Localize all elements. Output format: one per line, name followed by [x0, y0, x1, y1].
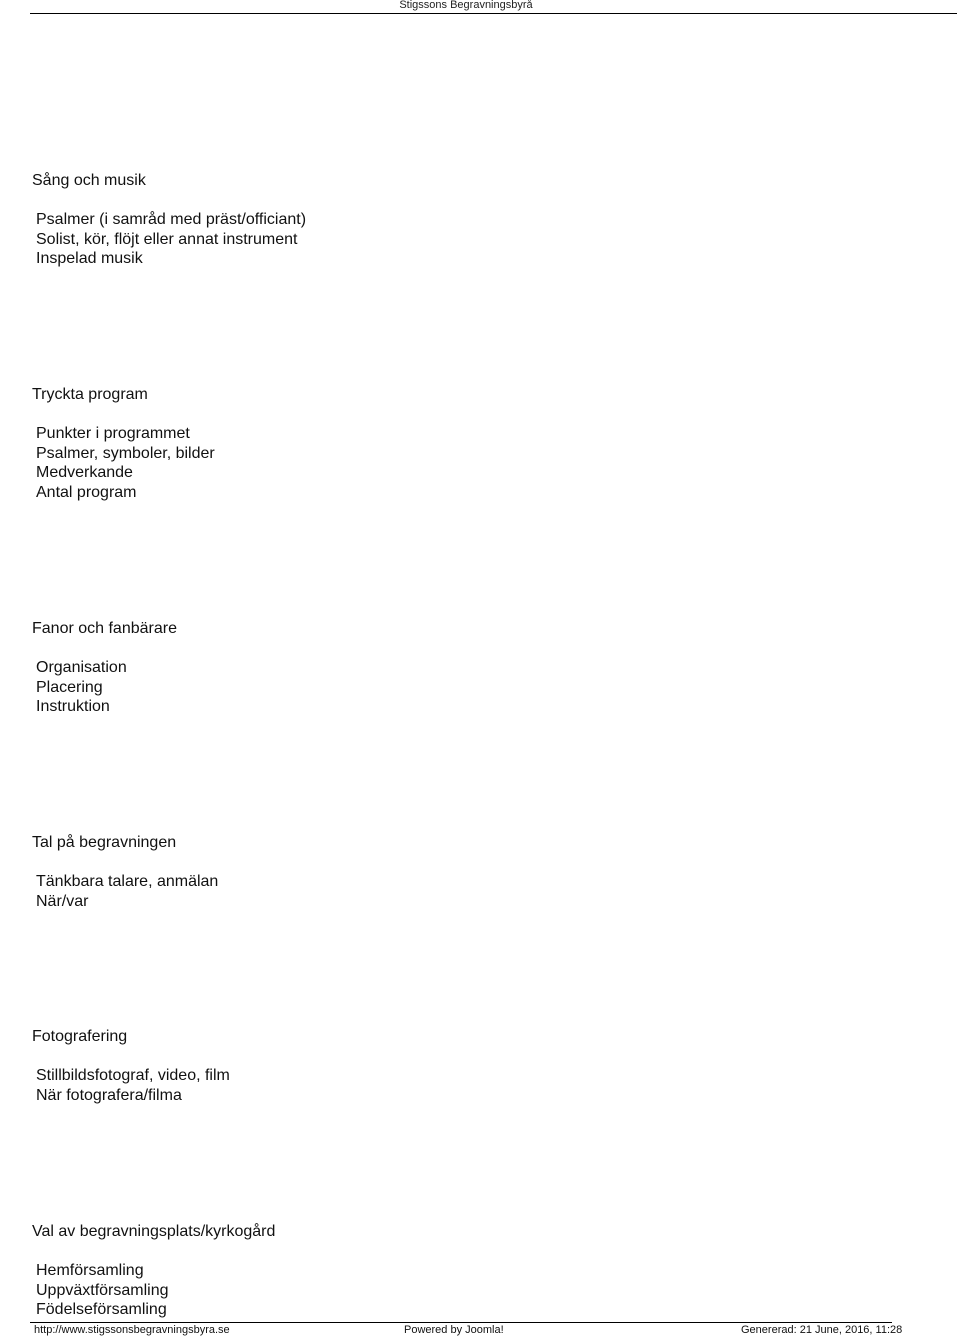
- item-list: [32, 424, 732, 502]
- footer-url-link[interactable]: http://www.stigssonsbegravningsbyra.se: [34, 1324, 230, 1336]
- section-val-av-begravningsplats: [32, 1222, 732, 1320]
- item-list: [32, 872, 732, 911]
- section-title: Tal på begravningen: [32, 834, 177, 851]
- footer-powered-by: Powered by Joomla!: [404, 1324, 504, 1336]
- list-item: Medverkande: [36, 464, 133, 481]
- list-item: Psalmer, symboler, bilder: [36, 444, 215, 462]
- item-list: [32, 210, 732, 269]
- section-fanor-och-fanbarare: [32, 619, 732, 717]
- section-sang-och-musik: [32, 171, 732, 269]
- section-tryckta-program: [32, 385, 732, 502]
- page-header-site-name: Stigssons Begravningsbyrå: [399, 0, 533, 11]
- list-item: Stillbildsfotograf, video, film: [36, 1067, 230, 1084]
- section-tal-pa-begravningen: [32, 833, 732, 911]
- list-item: Organisation: [36, 659, 127, 676]
- list-item: Punkter i programmet: [36, 425, 190, 442]
- item-list: [32, 1066, 732, 1105]
- list-item: Inspelad musik: [36, 250, 143, 267]
- section-title: Fanor och fanbärare: [32, 620, 177, 637]
- list-item: Placering: [36, 678, 103, 696]
- list-item: Uppväxtförsamling: [36, 1281, 169, 1299]
- section-title: Tryckta program: [32, 386, 148, 403]
- list-item: Solist, kör, flöjt eller annat instrument: [36, 230, 298, 248]
- list-item: Antal program: [36, 483, 137, 501]
- section-title: Fotografering: [32, 1028, 128, 1045]
- list-item: Psalmer (i samråd med präst/officiant): [36, 211, 307, 228]
- footer-divider: [30, 1322, 892, 1323]
- list-item: När fotografera/filma: [36, 1086, 182, 1104]
- section-fotografering: [32, 1027, 732, 1105]
- list-item: Hemförsamling: [36, 1262, 144, 1279]
- section-title: Sång och musik: [32, 172, 146, 189]
- section-title: Val av begravningsplats/kyrkogård: [32, 1223, 276, 1240]
- item-list: [32, 658, 732, 717]
- item-list: [32, 1261, 732, 1320]
- footer-generated-timestamp: Genererad: 21 June, 2016, 11:28: [741, 1324, 903, 1336]
- list-item: Födelseförsamling: [36, 1301, 167, 1318]
- header-divider: [30, 13, 957, 14]
- list-item: Instruktion: [36, 698, 110, 715]
- list-item: Tänkbara talare, anmälan: [36, 873, 219, 890]
- list-item: När/var: [36, 892, 89, 910]
